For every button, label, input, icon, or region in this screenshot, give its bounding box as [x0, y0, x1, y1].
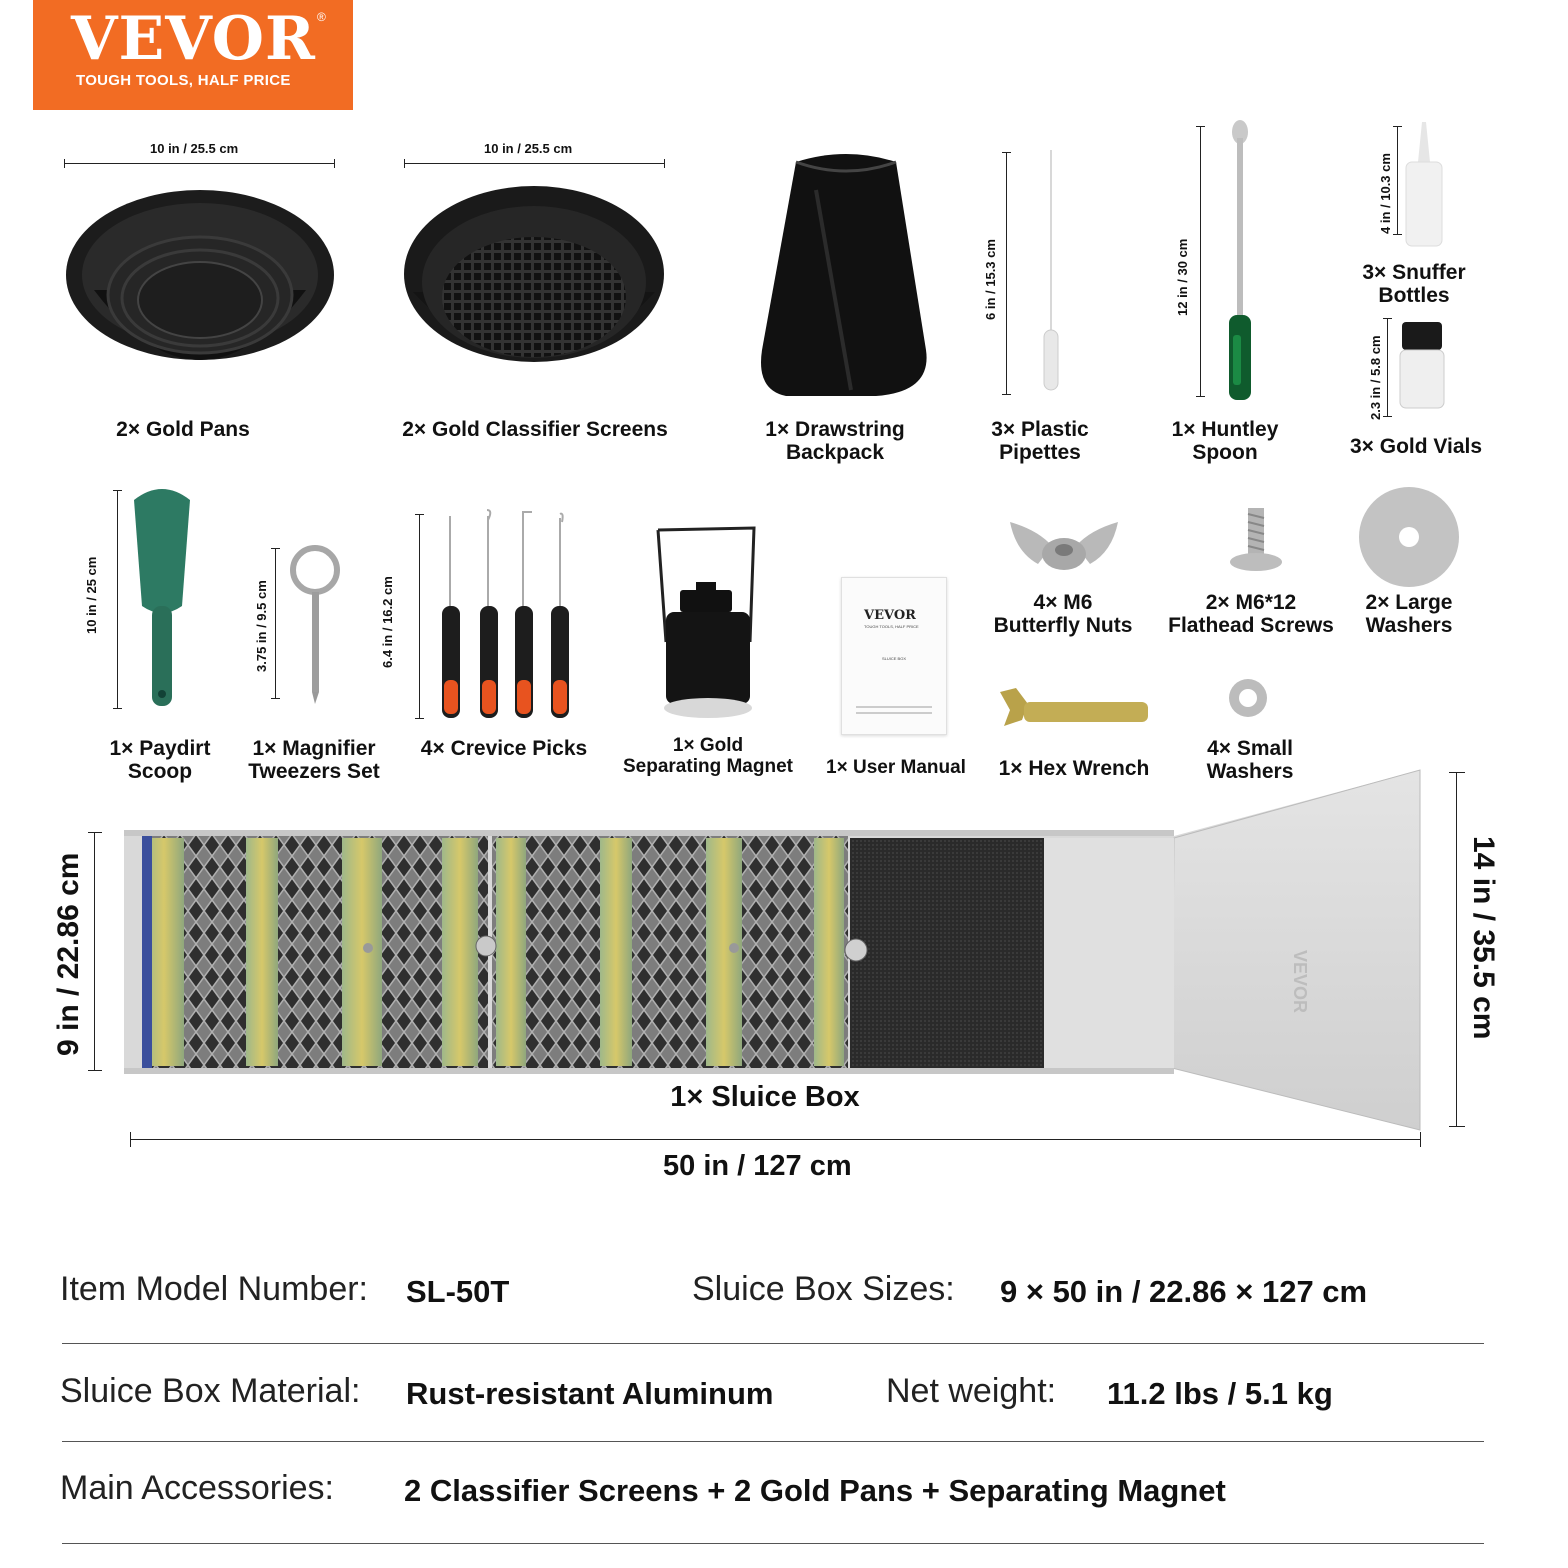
snuffer-bottles-label: 3× Snuffer Bottles	[1362, 261, 1466, 307]
dimension-tick	[415, 514, 424, 515]
spec-divider	[62, 1441, 1484, 1442]
magnifier-tweezers-image	[288, 544, 344, 704]
dimension-line	[64, 163, 334, 164]
dimension-tick	[113, 490, 122, 491]
paydirt-scoop-image	[132, 486, 192, 708]
dimension-tick	[88, 1070, 102, 1071]
small-washers-label: 4× Small Washers	[1206, 737, 1294, 783]
logo-brand-name: VEVOR	[71, 4, 316, 74]
gold-pan-image	[64, 180, 336, 385]
dimension-line	[419, 514, 420, 718]
dimension-tick	[113, 708, 122, 709]
classifier-screen-image	[403, 182, 665, 392]
gold-pans-label: 2× Gold Pans	[116, 418, 250, 441]
crevice-picks-label: 4× Crevice Picks	[420, 737, 588, 760]
sluice-box-label: 1× Sluice Box	[670, 1081, 860, 1113]
scoop-dimension: 10 in / 25 cm	[84, 556, 99, 634]
dimension-tick	[1420, 1132, 1421, 1147]
spec-model-value: SL-50T	[406, 1274, 510, 1309]
gold-vials-label: 3× Gold Vials	[1349, 435, 1483, 458]
sluice-box-image	[124, 768, 1424, 1134]
dimension-line	[94, 832, 95, 1070]
spec-divider	[62, 1343, 1484, 1344]
magnifier-tweezers-label: 1× Magnifier Tweezers Set	[248, 737, 380, 783]
dimension-line	[117, 490, 118, 708]
classifier-screens-label: 2× Gold Classifier Screens	[402, 418, 668, 441]
dimension-tick	[1449, 772, 1465, 773]
dimension-tick	[1383, 318, 1392, 319]
dimension-tick	[271, 698, 280, 699]
vial-dimension: 2.3 in / 5.8 cm	[1368, 335, 1383, 420]
user-manual-label: 1× User Manual	[826, 757, 966, 778]
dimension-tick	[1383, 416, 1392, 417]
separating-magnet-label: 1× Gold Separating Magnet	[623, 735, 793, 777]
spec-accessories-value: 2 Classifier Screens + 2 Gold Pans + Separating Magnet	[404, 1473, 1226, 1508]
spec-divider	[62, 1543, 1484, 1544]
spec-sizes-value: 9 × 50 in / 22.86 × 127 cm	[1000, 1274, 1368, 1309]
dimension-line	[1387, 318, 1388, 416]
small-washer-image	[1226, 676, 1270, 720]
spec-weight-value: 11.2 lbs / 5.1 kg	[1107, 1376, 1333, 1411]
dimension-tick	[88, 832, 102, 833]
large-washers-label: 2× Large Washers	[1365, 591, 1453, 637]
user-manual-image	[841, 577, 947, 735]
spec-sizes-key: Sluice Box Sizes:	[692, 1270, 955, 1308]
spec-accessories-key: Main Accessories:	[60, 1469, 334, 1507]
separating-magnet-image	[652, 522, 760, 722]
dimension-tick	[415, 718, 424, 719]
backpack-image	[756, 150, 934, 398]
sluice-length-dimension: 50 in / 127 cm	[663, 1150, 852, 1182]
butterfly-nut-image	[1008, 516, 1120, 574]
picks-dimension: 6.4 in / 16.2 cm	[380, 576, 395, 668]
dimension-line	[130, 1139, 1420, 1140]
sluice-stamp: VEVOR	[1290, 950, 1310, 1014]
dimension-tick	[64, 159, 65, 168]
gold-pan-dimension: 10 in / 25.5 cm	[150, 141, 239, 156]
dimension-tick	[1002, 152, 1011, 153]
backpack-label: 1× Drawstring Backpack	[765, 418, 905, 464]
dimension-line	[1006, 152, 1007, 394]
butterfly-nuts-label: 4× M6 Butterfly Nuts	[993, 591, 1133, 637]
dimension-line	[404, 163, 664, 164]
spec-material-value: Rust-resistant Aluminum	[406, 1376, 774, 1411]
paydirt-scoop-label: 1× Paydirt Scoop	[109, 737, 211, 783]
hex-wrench-label: 1× Hex Wrench	[998, 757, 1150, 780]
sluice-flare-dimension: 14 in / 35.5 cm	[1467, 836, 1500, 1040]
manual-text-line	[856, 712, 932, 714]
spec-material-key: Sluice Box Material:	[60, 1372, 361, 1410]
dimension-line	[1456, 772, 1457, 1126]
manual-cover-brand: VEVOR	[864, 608, 916, 623]
spec-model-key: Item Model Number:	[60, 1270, 368, 1308]
sluice-width-dimension: 9 in / 22.86 cm	[52, 852, 85, 1056]
pipette-image	[1040, 150, 1062, 395]
dimension-tick	[130, 1132, 131, 1147]
logo-tagline: TOUGH TOOLS, HALF PRICE	[76, 72, 291, 89]
dimension-tick	[1393, 234, 1402, 235]
spoon-dimension: 12 in / 30 cm	[1175, 238, 1190, 316]
huntley-spoon-label: 1× Huntley Spoon	[1171, 418, 1279, 464]
vevor-logo	[33, 0, 353, 110]
manual-cover-tagline: TOUGH TOOLS, HALF PRICE	[864, 624, 919, 629]
classifier-dimension: 10 in / 25.5 cm	[484, 141, 573, 156]
dimension-tick	[1449, 1126, 1465, 1127]
pipette-dimension: 6 in / 15.3 cm	[983, 239, 998, 320]
dimension-tick	[1393, 126, 1402, 127]
snuffer-dimension: 4 in / 10.3 cm	[1378, 153, 1393, 234]
dimension-tick	[334, 159, 335, 168]
dimension-tick	[664, 159, 665, 168]
flathead-screws-label: 2× M6*12 Flathead Screws	[1168, 591, 1334, 637]
large-washer-image	[1358, 486, 1460, 588]
pipettes-label: 3× Plastic Pipettes	[991, 418, 1089, 464]
huntley-spoon-image	[1224, 120, 1254, 402]
tweezers-dimension: 3.75 in / 9.5 cm	[254, 580, 269, 672]
dimension-tick	[404, 159, 405, 168]
hex-wrench-image	[998, 686, 1150, 736]
dimension-line	[1200, 126, 1201, 396]
crevice-picks-image	[438, 510, 574, 722]
manual-text-line	[856, 706, 932, 708]
logo-registered-mark: ®	[317, 10, 326, 24]
dimension-line	[275, 548, 276, 698]
dimension-tick	[1196, 126, 1205, 127]
gold-vial-image	[1398, 322, 1446, 410]
dimension-tick	[1196, 396, 1205, 397]
dimension-line	[1397, 126, 1398, 234]
snuffer-bottle-image	[1404, 122, 1444, 248]
dimension-tick	[271, 548, 280, 549]
flathead-screw-image	[1228, 506, 1284, 574]
dimension-tick	[1002, 394, 1011, 395]
manual-cover-title: SLUICE BOX	[882, 656, 907, 661]
spec-weight-key: Net weight:	[886, 1372, 1057, 1410]
